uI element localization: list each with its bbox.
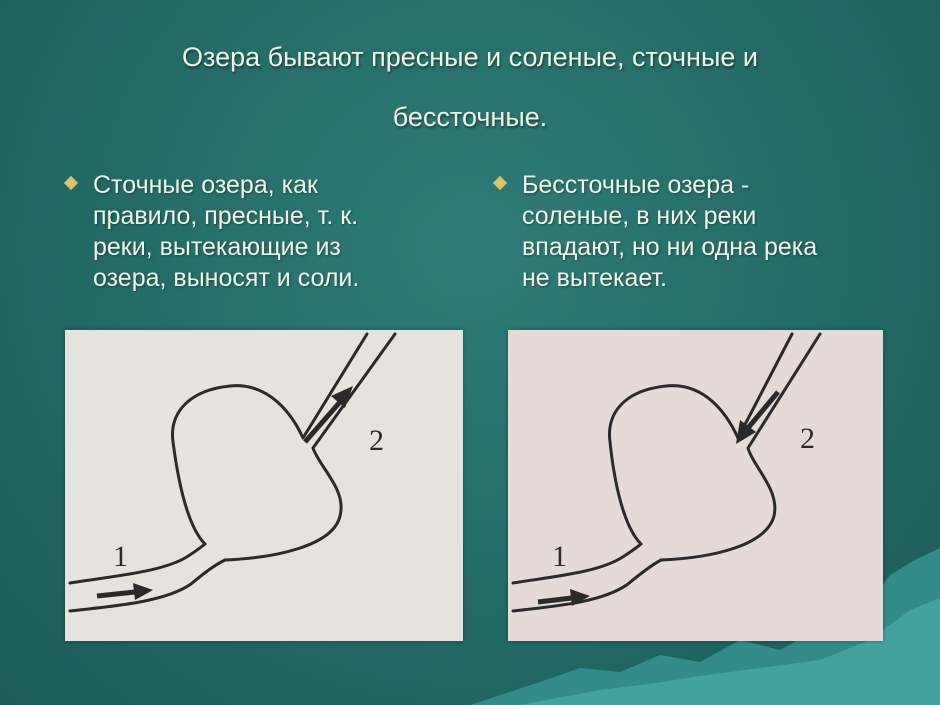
bullet-endorheic-lakes xyxy=(522,170,817,294)
bullet-line: правило, пресные, т. к. xyxy=(93,202,359,230)
slide-title-line-1: Озера бывают пресные и соленые, сточные и xyxy=(182,42,758,72)
river-label-1: 1 xyxy=(552,540,567,573)
river-label-2: 2 xyxy=(800,422,815,455)
river-label-1: 1 xyxy=(113,540,128,573)
river-label-2: 2 xyxy=(369,424,384,457)
bullet-line: озера, выносят и соли. xyxy=(93,264,360,292)
bullet-drainage-lakes xyxy=(93,170,359,294)
bullet-line: Бессточные озера - xyxy=(522,171,750,199)
diagram-endorheic-lake xyxy=(508,330,883,641)
bullet-line: Сточные озера, как xyxy=(93,171,318,199)
bullet-line: реки, вытекающие из xyxy=(93,233,341,261)
bullet-line: впадают, но ни одна река xyxy=(522,233,818,261)
bullet-line: не вытекает. xyxy=(522,264,668,292)
bullet-line: соленые, в них реки xyxy=(522,202,757,230)
diagram-drainage-lake xyxy=(65,330,463,641)
slide-title-line-2: бессточные. xyxy=(392,102,548,132)
